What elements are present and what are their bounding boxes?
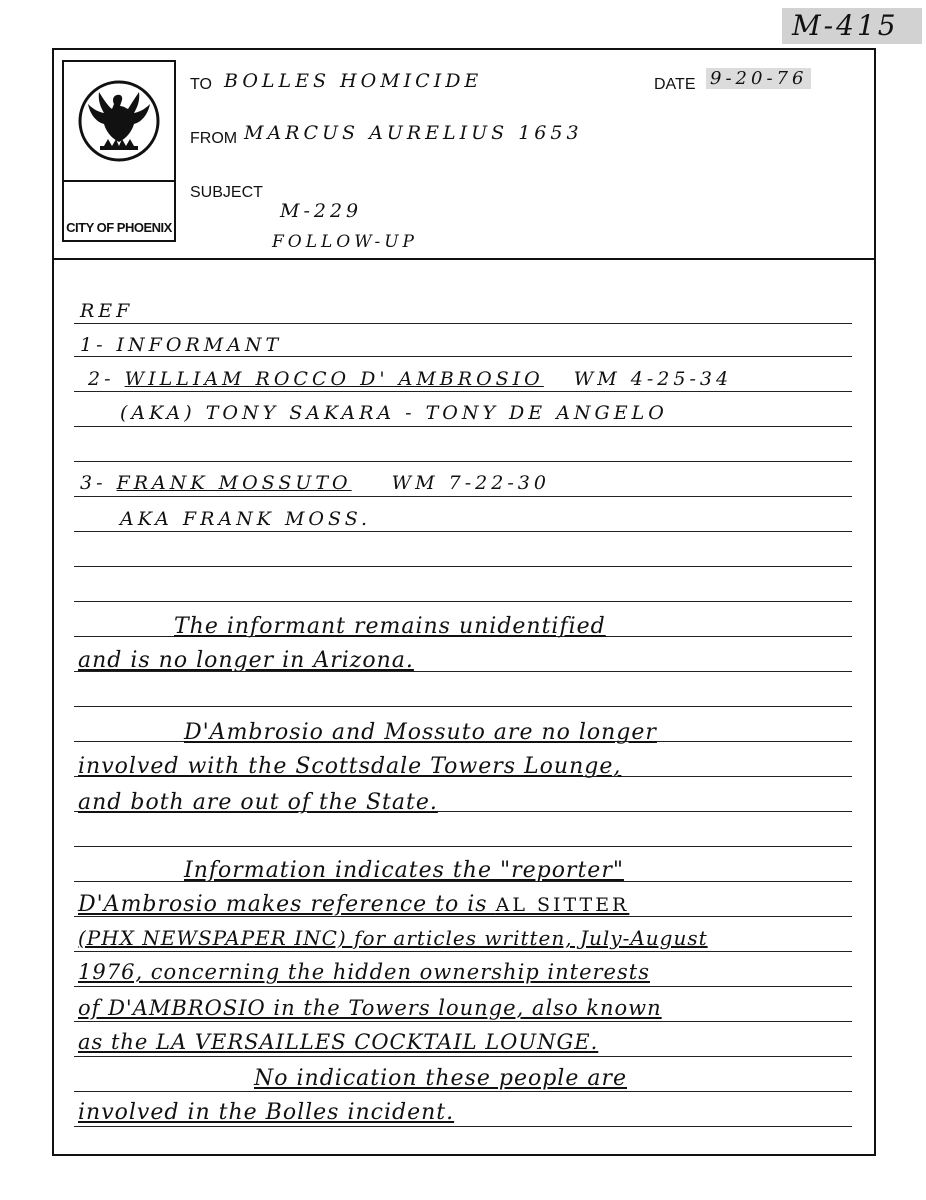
ref-item-2-details: WM 4-25-34 bbox=[573, 368, 733, 390]
paragraph-4-line-2: involved in the Bolles incident. bbox=[78, 1100, 455, 1125]
paragraph-2-line-1: D'Ambrosio and Mossuto are no longer bbox=[184, 720, 657, 745]
logo-area bbox=[64, 62, 174, 182]
ref-heading: REF bbox=[80, 300, 134, 322]
subject-line-1: M-229 bbox=[280, 200, 363, 222]
paragraph-4-line-1: No indication these people are bbox=[254, 1066, 627, 1091]
city-logo-box bbox=[62, 60, 176, 242]
ref-item-3-details: WM 7-22-30 bbox=[391, 472, 550, 494]
document-number-stamp: M-415 bbox=[782, 8, 922, 44]
ruled-line bbox=[74, 1091, 852, 1092]
header-divider bbox=[54, 258, 874, 260]
paragraph-3-line-1: Information indicates the "reporter" bbox=[184, 858, 624, 883]
ruled-line bbox=[74, 601, 852, 602]
ruled-line bbox=[74, 706, 852, 707]
phoenix-seal-icon bbox=[76, 76, 162, 166]
ref-item-2 bbox=[88, 368, 732, 390]
ruled-line bbox=[74, 566, 852, 567]
paragraph-3-line-4: 1976, concerning the hidden ownership interests bbox=[78, 960, 650, 984]
ruled-line bbox=[74, 496, 852, 497]
paragraph-3-line-2-text: D'Ambrosio makes reference to is bbox=[78, 892, 496, 917]
ref-item-2-aka: (AKA) TONY SAKARA - TONY DE ANGELO bbox=[120, 402, 668, 424]
ruled-line bbox=[74, 323, 852, 324]
paragraph-3-reporter-name: AL SITTER bbox=[495, 894, 630, 916]
subject-line-2: FOLLOW-UP bbox=[272, 232, 418, 252]
paragraph-3-line-3: (PHX NEWSPAPER INC) for articles written, July-August bbox=[78, 926, 708, 950]
ref-item-3-number: 3- bbox=[80, 472, 117, 494]
paragraph-3-line-2 bbox=[78, 892, 629, 917]
date-value: 9-20-76 bbox=[706, 68, 811, 89]
ref-item-3-name: FRANK MOSSUTO bbox=[116, 472, 352, 494]
paragraph-2-line-3: and both are out of the State. bbox=[78, 790, 438, 815]
paragraph-3-line-5: of D'AMBROSIO in the Towers lounge, also known bbox=[78, 996, 662, 1020]
from-value: MARCUS AURELIUS 1653 bbox=[244, 122, 583, 144]
ref-item-3 bbox=[80, 472, 550, 494]
paragraph-1-line-2: and is no longer in Arizona. bbox=[78, 648, 414, 673]
to-label: TO bbox=[190, 76, 212, 93]
subject-label: SUBJECT bbox=[190, 184, 263, 201]
ruled-line bbox=[74, 846, 852, 847]
ruled-line bbox=[74, 1126, 852, 1127]
ruled-line bbox=[74, 986, 852, 987]
ruled-line bbox=[74, 1021, 852, 1022]
ref-item-2-number: 2- bbox=[88, 368, 125, 390]
ruled-line bbox=[74, 391, 852, 392]
ruled-line bbox=[74, 356, 852, 357]
city-label: CITY OF PHOENIX bbox=[66, 220, 172, 235]
ref-item-3-aka: AKA FRANK MOSS. bbox=[120, 508, 372, 530]
paragraph-1-line-1: The informant remains unidentified bbox=[174, 614, 606, 639]
ruled-line bbox=[74, 426, 852, 427]
date-label: DATE bbox=[654, 76, 696, 93]
from-label: FROM bbox=[190, 130, 238, 147]
ref-item-1: 1- INFORMANT bbox=[80, 334, 283, 356]
ruled-line bbox=[74, 951, 852, 952]
to-value: BOLLES HOMICIDE bbox=[224, 70, 483, 92]
ruled-line bbox=[74, 1056, 852, 1057]
ruled-line bbox=[74, 461, 852, 462]
memo-form bbox=[52, 48, 876, 1156]
paragraph-2-line-2: involved with the Scottsdale Towers Lounge, bbox=[78, 754, 622, 779]
ruled-line bbox=[74, 531, 852, 532]
ref-item-2-name: WILLIAM ROCCO D' AMBROSIO bbox=[124, 368, 544, 390]
paragraph-3-line-6: as the LA VERSAILLES COCKTAIL LOUNGE. bbox=[78, 1030, 599, 1054]
